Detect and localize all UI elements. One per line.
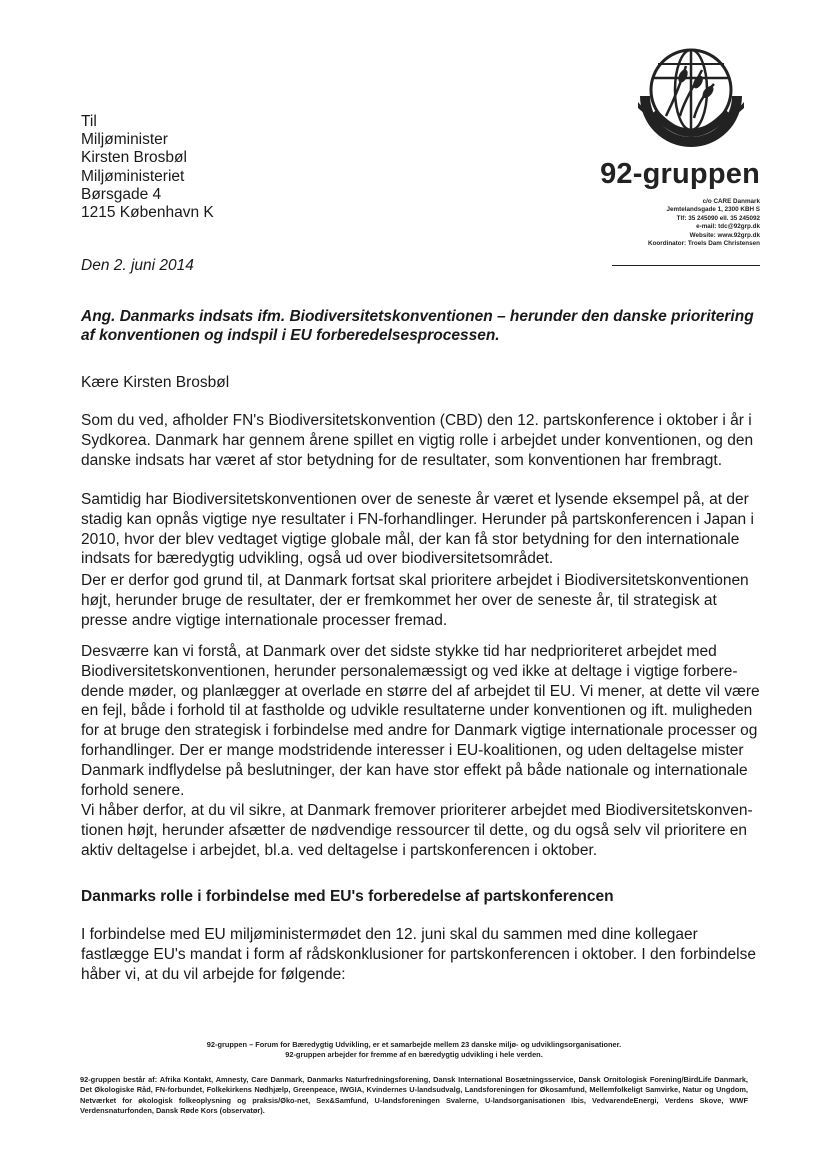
contact-email: e-mail: tdc@92grp.dk bbox=[696, 223, 760, 231]
salutation: Kære Kirsten Brosbøl bbox=[81, 374, 230, 391]
recipient-address bbox=[81, 113, 214, 222]
contact-phone: Tlf: 35 245090 ell. 35 245092 bbox=[676, 214, 760, 222]
contact-street: Jemtelandsgade 1, 2300 KBH S bbox=[666, 206, 760, 214]
body-paragraph: I forbindelse med EU miljøministermødet den 12. juni skal du sammen med dine kollegaer fastlægge EU's mandat i form af rådskonklusioner for partskonferencen i oktober. I den forbindelse håber vi, at du vil arbejde for følgende: bbox=[81, 926, 756, 983]
body-paragraph: Som du ved, afholder FN's Biodiversitetskonvention (CBD) den 12. partskonference i oktober i år i Sydkorea. Danmark har gennem årene spillet en vigtig rolle i arbejdet under konventionen, og den danske indsats har været af stor betydning for de resultater, som konventionen har frembragt. bbox=[81, 412, 754, 469]
body-paragraph: Samtidig har Biodiversitetskonventionen over de seneste år været et lysende eksempel på, at der stadig kan opnås vigtige nye resultater i FN-forhandlinger. Herunder på partskonferencen i Japan i 2010, hvor der blev vedtaget vigtige globale mål, der kan få stor betydning for den internationale indsats for bæredygtig udvikling, også ud over biodiversitetsområdet. bbox=[81, 491, 754, 568]
footer-members: 92-gruppen består af: Afrika Kontakt, Amnesty, Care Danmark, Danmarks Naturfredningsforening, Dansk International Bosætningsservice, Dansk Ornitologisk Forening/BirdLife Danmark, Det Økologiske Råd, FN-forbundet, Folkekirkens Nødhjælp, Greenpeace, IWGIA, Kvindernes U-landsudvalg, Landsforeningen for Økosamfund, Mellemfolkeligt Samvirke, Natur og Ungdom, Netværket for økologisk folkeoplysning og praksis/Øko-net, Sex&Samfund, U-landsforeningen Svalerne, U-landsorganisationen Ibis, VedvarendeEnergi, Verdens Skove, WWF Verdensnaturfonden, Dansk Røde Kors (observatør). bbox=[80, 1075, 748, 1116]
footer-intro bbox=[80, 1040, 748, 1060]
letter-subject: Ang. Danmarks indsats ifm. Biodiversitetskonventionen – herunder den danske prioritering af konventionen og indspil i EU forberedelsesprocessen. bbox=[81, 308, 754, 344]
body-paragraph: Der er derfor god grund til, at Danmark fortsat skal prioritere arbejdet i Biodiversitetskonventionen højt, herunder bruge de resultater, der er fremkommet her over de seneste år, til strategisk at presse andre vigtige internationale processer fremad. bbox=[81, 572, 749, 629]
section-heading: Danmarks rolle i forbindelse med EU's forberedelse af partskonferencen bbox=[81, 888, 614, 905]
address-line: 1215 København K bbox=[81, 204, 214, 222]
contact-coordinator: Koordinator: Troels Dam Christensen bbox=[648, 240, 760, 248]
address-line: Miljøminister bbox=[81, 131, 168, 149]
letterhead-divider bbox=[612, 265, 760, 266]
letter-date: Den 2. juni 2014 bbox=[81, 257, 194, 274]
body-paragraph: Vi håber derfor, at du vil sikre, at Danmark fremover prioriterer arbejdet med Biodiversitetskonven-tionen højt, herunder afsætter de nødvendige ressourcer til dette, og du også selv vil prioritere en aktiv deltagelse i arbejdet, bl.a. ved deltagelse i partskonferencen i oktober. bbox=[81, 802, 753, 859]
body-paragraph: Desværre kan vi forstå, at Danmark over det sidste stykke tid har nedprioriteret arbejdet med Biodiversitetskonventionen, herunder personalemæssigt og ved ikke at deltage i vigtige forbere-dende møder, og planlægger at overlade en større del af arbejdet til EU. Vi mener, at dette vil være en fejl, både i forhold til at fastholde og udvikle resultaterne under konventionen og ift. muligheden for at bruge den strategisk i forbindelse med andre for Danmark vigtige internationale processer og forhandlinger. Der er mange modstridende interesser i EU-koalitionen, og uden deltagelse mister Danmark indflydelse på beslutninger, der kan have stor effekt på både nationale og internationale forhold senere. bbox=[81, 643, 760, 799]
footer-line: 92-gruppen arbejder for fremme af en bæredygtig udvikling i hele verden. bbox=[285, 1050, 543, 1059]
address-line: Kirsten Brosbøl bbox=[81, 149, 187, 167]
contact-block bbox=[560, 198, 760, 248]
address-line: Børsgade 4 bbox=[81, 185, 162, 203]
contact-website: Website: www.92grp.dk bbox=[689, 231, 760, 239]
address-line: Miljøministeriet bbox=[81, 167, 185, 185]
contact-care: c/o CARE Danmark bbox=[702, 198, 760, 205]
footer-line: 92-gruppen – Forum for Bæredygtig Udvikling, er et samarbejde mellem 23 danske miljø- og udviklingsorganisationer. bbox=[206, 1040, 622, 1049]
org-name: 92-gruppen bbox=[600, 158, 760, 190]
address-line: Til bbox=[81, 113, 97, 130]
globe-logo-icon bbox=[636, 46, 746, 156]
